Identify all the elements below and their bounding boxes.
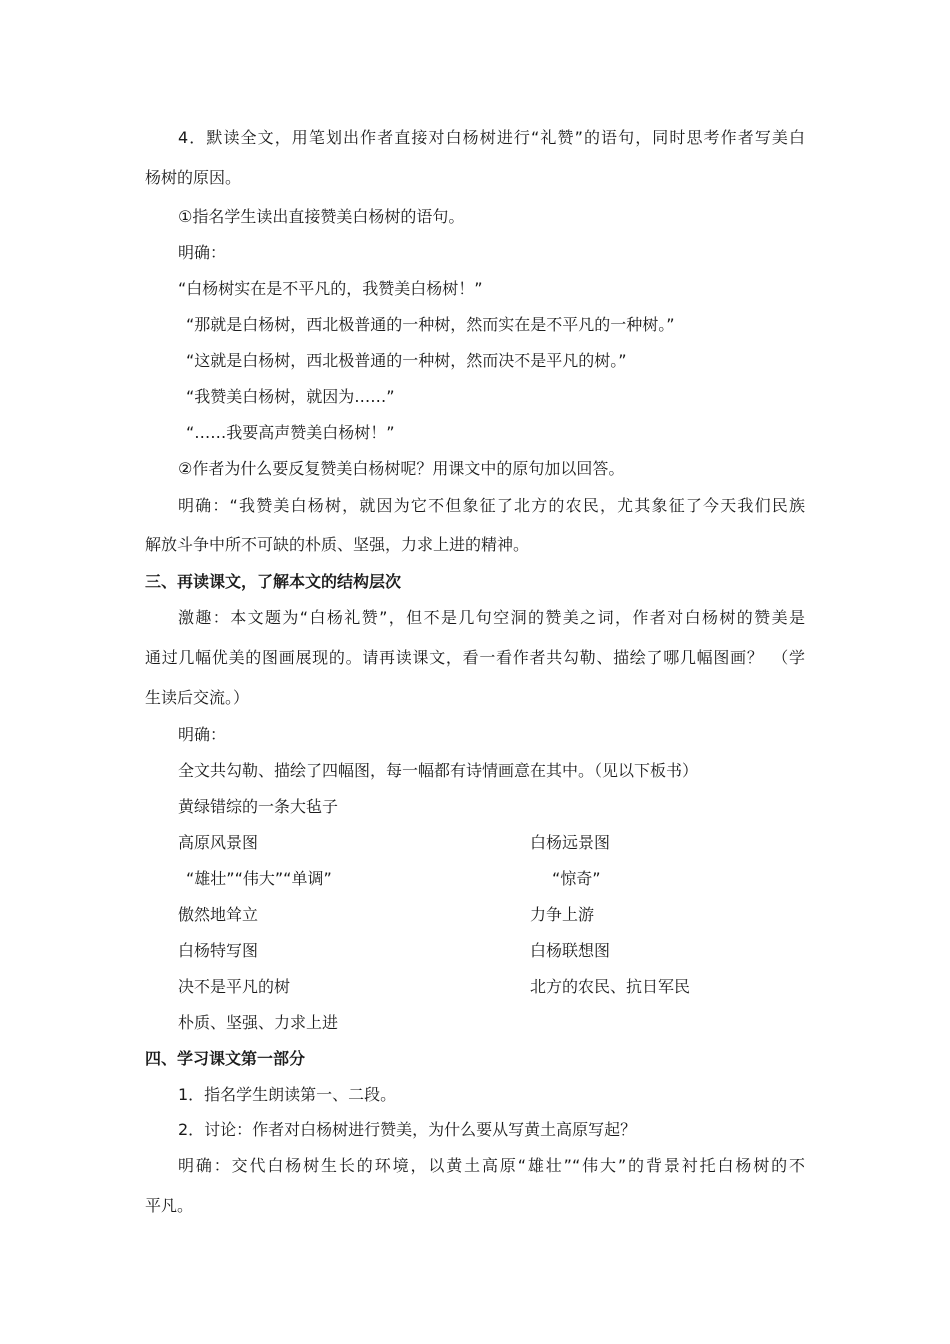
board-text: 黄绿错综的一条大毡子 xyxy=(178,797,339,816)
board-text: 白杨联想图 xyxy=(530,941,611,960)
board-text: 高原风景图 xyxy=(178,833,259,852)
paragraph-line: 全文共勾勒、描绘了四幅图，每一幅都有诗情画意在其中。（见以下板书） xyxy=(178,761,699,780)
section-heading: 四、学习课文第一部分 xyxy=(145,1049,306,1068)
paragraph-line: 1．指名学生朗读第一、二段。 xyxy=(178,1085,397,1104)
board-text: 力争上游 xyxy=(530,905,595,924)
paragraph-line: 明确：“我赞美白杨树，就因为它不但象征了北方的农民，尤其象征了今天我们民族 xyxy=(178,496,805,515)
quote-line: “……我要高声赞美白杨树！” xyxy=(186,423,395,442)
board-text: “惊奇” xyxy=(552,869,601,888)
paragraph-line: 平凡。 xyxy=(145,1196,194,1215)
paragraph-line: 激趣：本文题为“白杨礼赞”，但不是几句空洞的赞美之词，作者对白杨树的赞美是 xyxy=(178,608,805,627)
quote-line: “那就是白杨树，西北极普通的一种树，然而实在是不平凡的一种树。” xyxy=(186,315,675,334)
paragraph-line: 生读后交流。） xyxy=(145,688,250,707)
board-text: 决不是平凡的树 xyxy=(178,977,291,996)
quote-line: “白杨树实在是不平凡的，我赞美白杨树！” xyxy=(178,279,483,298)
paragraph-line: ②作者为什么要反复赞美白杨树呢？用课文中的原句加以回答。 xyxy=(178,459,625,478)
board-text: 傲然地耸立 xyxy=(178,905,259,924)
quote-line: “我赞美白杨树，就因为……” xyxy=(186,387,395,406)
board-text: “雄壮”“伟大”“单调” xyxy=(186,869,332,888)
board-text: 白杨远景图 xyxy=(530,833,611,852)
paragraph-line: 杨树的原因。 xyxy=(145,168,242,187)
paragraph-line: 通过几幅优美的图画展现的。请再读课文，看一看作者共勾勒、描绘了哪几幅图画？ （学 xyxy=(145,648,805,667)
board-text: 白杨特写图 xyxy=(178,941,259,960)
paragraph-line: ①指名学生读出直接赞美白杨树的语句。 xyxy=(178,207,465,226)
paragraph-line: 明确：交代白杨树生长的环境，以黄土高原“雄壮”“伟大”的背景衬托白杨树的不 xyxy=(178,1156,805,1175)
paragraph-line: 4．默读全文，用笔划出作者直接对白杨树进行“礼赞”的语句，同时思考作者写美白 xyxy=(178,128,805,147)
board-text: 北方的农民、抗日军民 xyxy=(530,977,691,996)
quote-line: “这就是白杨树，西北极普通的一种树，然而决不是平凡的树。” xyxy=(186,351,627,370)
paragraph-line: 明确： xyxy=(178,243,227,262)
paragraph-line: 解放斗争中所不可缺的朴质、坚强，力求上进的精神。 xyxy=(145,535,530,554)
section-heading: 三、再读课文，了解本文的结构层次 xyxy=(145,572,402,591)
paragraph-line: 明确： xyxy=(178,725,227,744)
board-text: 朴质、坚强、力求上进 xyxy=(178,1013,339,1032)
paragraph-line: 2．讨论：作者对白杨树进行赞美，为什么要从写黄土高原写起？ xyxy=(178,1120,637,1139)
